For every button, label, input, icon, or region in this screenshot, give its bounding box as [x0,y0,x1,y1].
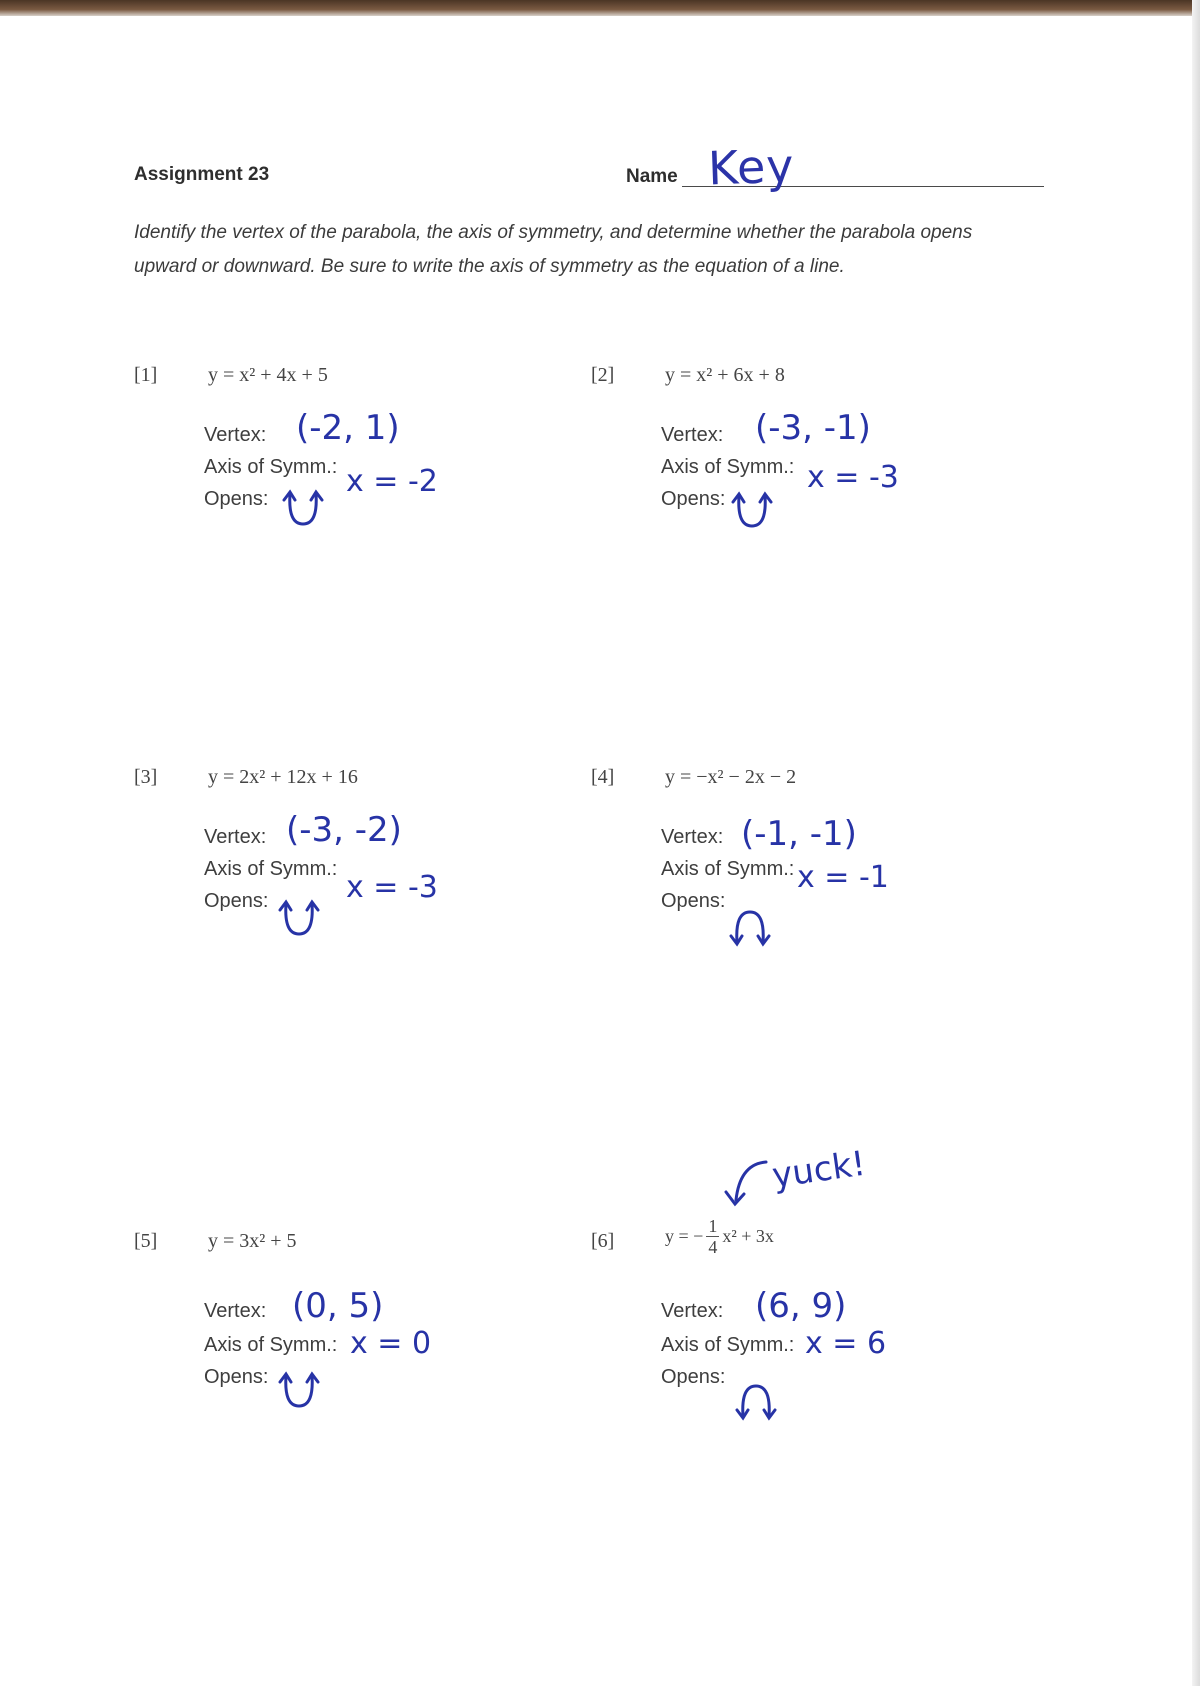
vertex-label: Vertex: [204,1300,267,1322]
curved-up-arrows-icon [276,898,322,942]
curved-up-arrows-icon [276,1370,322,1414]
fraction-denominator: 4 [708,1237,718,1257]
axis-label: Axis of Symm.: [661,1334,795,1356]
problem-number: [2] [591,364,615,386]
problem-5 [134,1230,574,1430]
axis-label: Axis of Symm.: [661,456,795,478]
equation: y = x² + 4x + 5 [208,364,328,386]
axis-label: Axis of Symm.: [204,1334,338,1356]
vertex-label: Vertex: [661,826,724,848]
page-top-edge [0,0,1200,16]
problem-4 [591,766,1031,966]
axis-answer: x = -3 [807,460,899,495]
name-handwritten: Key [707,138,796,196]
equation: y = 2x² + 12x + 16 [208,766,358,788]
instructions: Identify the vertex of the parabola, the axis of symmetry, and determine whether the parabola opens upward or downward. Be sure to write the axis of symmetry as the equation of a line. [134,222,973,277]
page-right-edge [1192,0,1200,1686]
yuck-annotation: yuck! [769,1143,869,1197]
problem-2 [591,364,1031,564]
curved-down-arrows-icon [727,904,773,948]
opens-label: Opens: [204,1366,269,1388]
axis-answer: x = 0 [350,1326,432,1361]
equation: y = x² + 6x + 8 [665,364,785,386]
problem-1 [134,364,574,564]
opens-label: Opens: [204,488,269,510]
curved-down-arrows-icon [733,1378,779,1422]
fraction-numerator: 1 [708,1216,718,1236]
vertex-label: Vertex: [204,826,267,848]
equation-prefix: y = − [665,1226,704,1246]
equation: y = −x² − 2x − 2 [665,766,797,788]
vertex-label: Vertex: [661,1300,724,1322]
curved-arrow-icon [720,1156,772,1212]
curved-up-arrows-icon [729,490,775,534]
equation: y = 3x² + 5 [208,1230,297,1252]
axis-label: Axis of Symm.: [204,858,338,880]
axis-answer: x = 6 [805,1326,887,1361]
vertex-answer: (0, 5) [292,1286,384,1326]
axis-label: Axis of Symm.: [661,858,795,880]
problem-3 [134,766,574,966]
opens-label: Opens: [661,1366,726,1388]
vertex-answer: (-1, -1) [741,814,857,854]
opens-label: Opens: [661,488,726,510]
axis-label: Axis of Symm.: [204,456,338,478]
problem-number: [5] [134,1230,158,1252]
problem-number: [1] [134,364,158,386]
vertex-answer: (-3, -1) [755,408,871,448]
problem-6 [591,1216,1031,1430]
axis-answer: x = -1 [797,860,889,895]
problem-number: [3] [134,766,158,788]
vertex-answer: (-3, -2) [286,810,402,850]
axis-answer: x = -3 [346,870,438,905]
opens-label: Opens: [661,890,726,912]
assignment-title: Assignment 23 [134,164,270,185]
vertex-answer: (6, 9) [755,1286,847,1326]
problem-number: [4] [591,766,615,788]
vertex-label: Vertex: [204,424,267,446]
curved-up-arrows-icon [280,488,326,532]
vertex-label: Vertex: [661,424,724,446]
problem-number: [6] [591,1230,615,1252]
opens-label: Opens: [204,890,269,912]
axis-answer: x = -2 [346,464,438,499]
vertex-answer: (-2, 1) [296,408,400,448]
equation [665,1216,774,1257]
equation-suffix: x² + 3x [722,1226,774,1246]
fraction [706,1216,719,1257]
name-label: Name [626,166,678,187]
